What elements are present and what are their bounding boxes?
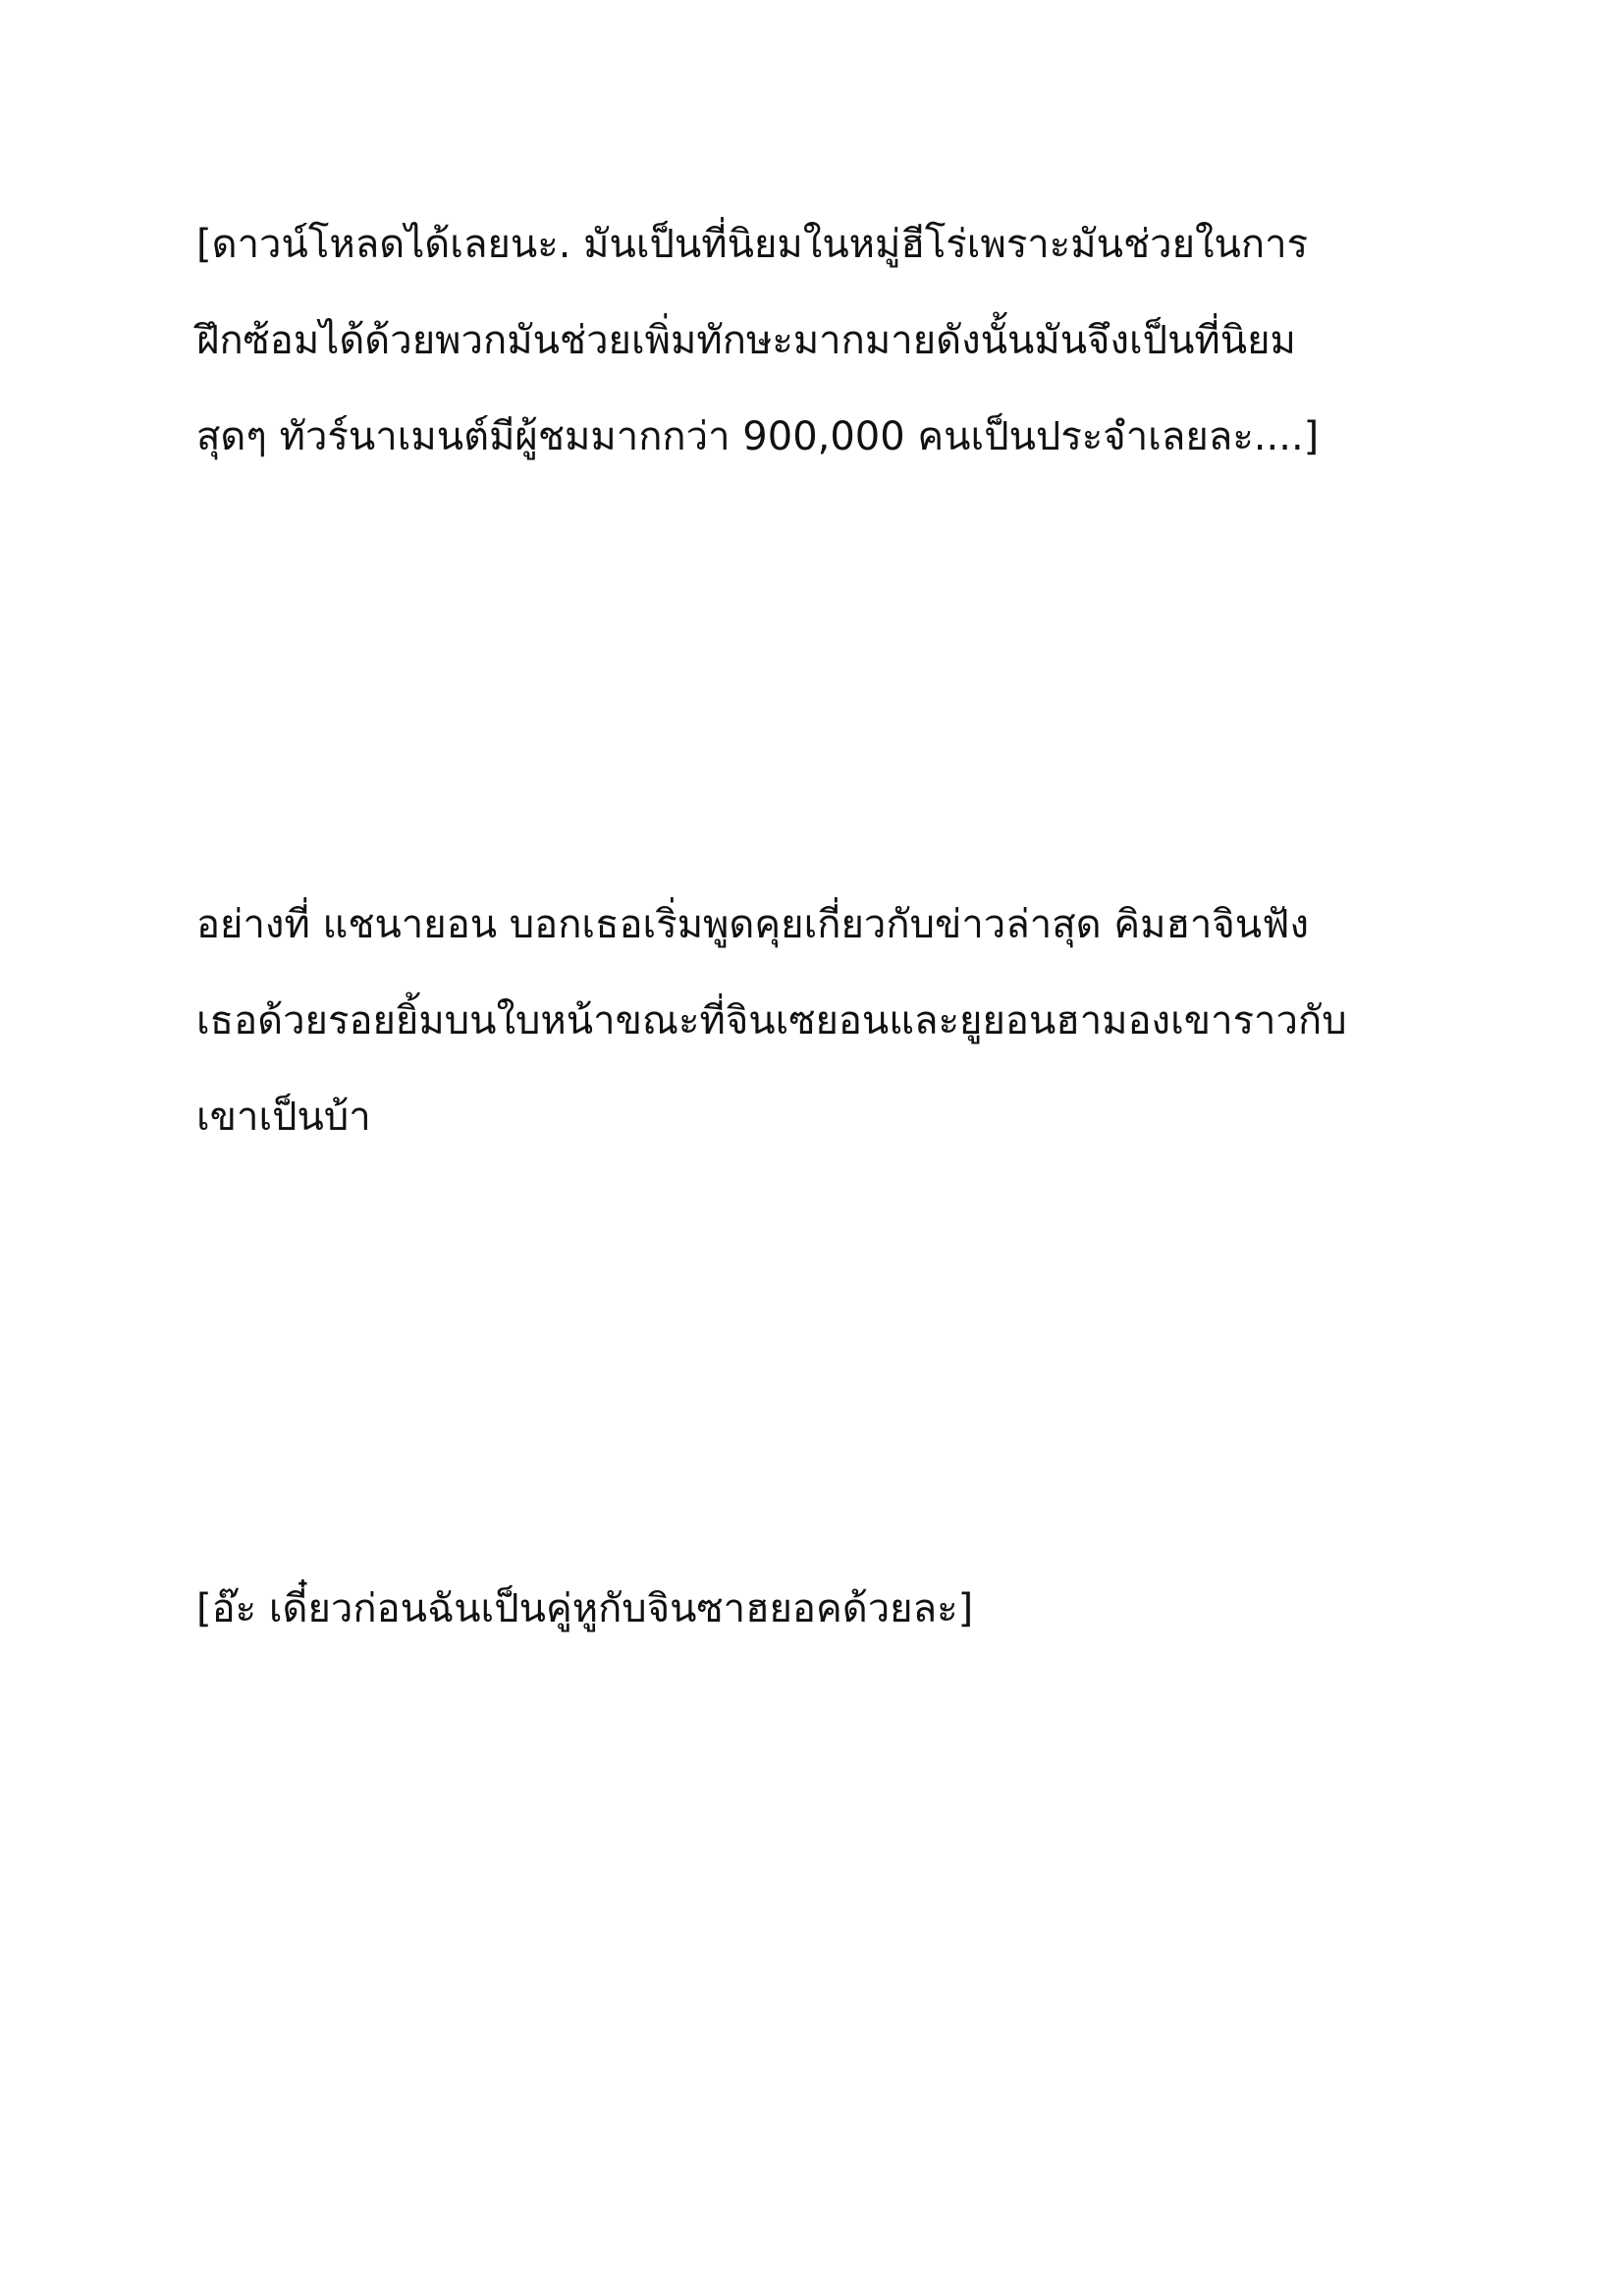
text-line: สุดๆ ทัวร์นาเมนต์มีผู้ชมมากกว่า 900,000 คนเป็นประจำเลยละ....]	[196, 414, 1320, 459]
text-line: เธอด้วยรอยยิ้มบนใบหน้าขณะที่จินเซยอนและยูยอนฮามองเขาราวกับ	[196, 998, 1347, 1043]
text-line: อย่างที่ แชนายอน บอกเธอเริ่มพูดคุยเกี่ยวกับข่าวล่าสุด คิมฮาจินฟัง	[196, 902, 1309, 947]
text-line: เขาเป็นบ้า	[196, 1095, 371, 1140]
paragraph-download-notice	[196, 196, 1453, 485]
text-line: ฝึกซ้อมได้ด้วยพวกมันช่วยเพิ่มทักษะมากมายดังนั้นมันจึงเป็นที่นิยม	[196, 318, 1296, 363]
text-line: [อ๊ะ เดี๋ยวก่อนฉันเป็นคู่หูกับจินซาฮยอคด้วยละ]	[196, 1586, 974, 1631]
text-line: [ดาวน์โหลดได้เลยนะ. มันเป็นที่นิยมในหมู่ฮีโร่เพราะมันช่วยในการ	[196, 222, 1309, 267]
paragraph-narration	[196, 877, 1453, 1165]
paragraph-dialogue	[196, 1561, 1453, 1657]
